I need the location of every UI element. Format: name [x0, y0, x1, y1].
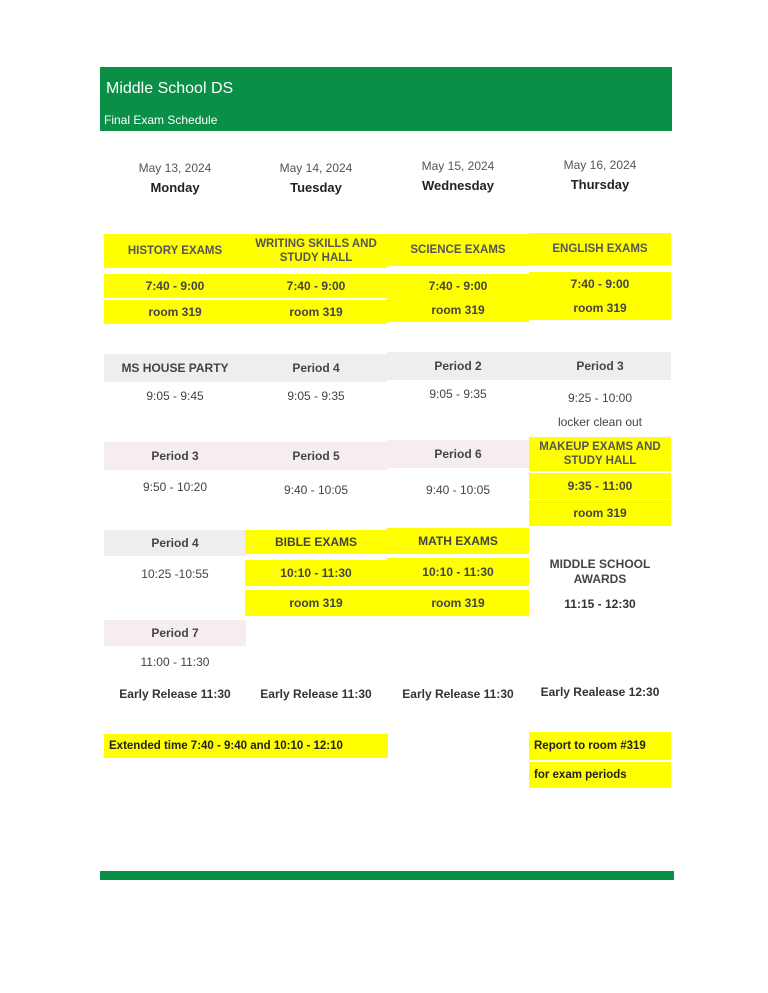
- early-release: Early Release 11:30: [402, 686, 514, 701]
- exam-room: room 319: [245, 590, 387, 616]
- footer-rule: [100, 871, 674, 880]
- exam-room: room 319: [245, 300, 387, 324]
- exam-room: room 319: [529, 500, 671, 526]
- page-title: Middle School DS: [106, 80, 234, 97]
- block-title: Period 3: [529, 352, 671, 380]
- exam-time: 10:10 - 11:30: [387, 558, 529, 586]
- block-title: Period 2: [387, 352, 529, 380]
- exam-title: ENGLISH EXAMS: [529, 233, 671, 265]
- header-banner: [100, 67, 672, 131]
- block-time: 10:25 -10:55: [141, 566, 209, 581]
- exam-time: 7:40 - 9:00: [104, 274, 246, 298]
- block-note: locker clean out: [557, 414, 643, 429]
- exam-title: MATH EXAMS: [387, 528, 529, 554]
- exam-room: room 319: [104, 300, 246, 324]
- block-title: Period 7: [104, 620, 246, 646]
- day-label: Tuesday: [290, 179, 342, 195]
- exam-title: HISTORY EXAMS: [104, 234, 246, 268]
- block-title: MS HOUSE PARTY: [104, 354, 246, 382]
- block-time: 9:05 - 9:35: [287, 388, 345, 403]
- block-time: 11:15 - 12:30: [564, 596, 636, 611]
- block-title: Period 5: [245, 442, 387, 470]
- block-time: 9:25 - 10:00: [567, 390, 633, 405]
- exam-room: room 319: [387, 590, 529, 616]
- block-time: 9:40 - 10:05: [425, 482, 491, 497]
- exam-title: BIBLE EXAMS: [245, 530, 387, 554]
- day-label: Monday: [150, 179, 200, 195]
- exam-title: WRITING SKILLS AND STUDY HALL: [245, 234, 387, 268]
- day-label: Wednesday: [421, 177, 494, 193]
- day-column-wednesday: [387, 150, 529, 710]
- early-release: Early Realease 12:30: [540, 684, 660, 699]
- day-column-tuesday: [245, 150, 387, 710]
- block-title: Period 4: [104, 530, 246, 556]
- date-label: May 13, 2024: [138, 160, 212, 175]
- block-time: 9:40 - 10:05: [283, 482, 349, 497]
- date-label: May 14, 2024: [279, 160, 353, 175]
- day-column-monday: [104, 150, 246, 710]
- exam-title: SCIENCE EXAMS: [387, 234, 529, 266]
- block-title: Period 3: [104, 442, 246, 470]
- block-title: Period 4: [245, 354, 387, 382]
- block-title: Period 6: [387, 440, 529, 468]
- block-time: 9:50 - 10:20: [142, 479, 208, 494]
- early-release: Early Release 11:30: [260, 686, 372, 701]
- day-column-thursday: [529, 150, 671, 710]
- early-release: Early Release 11:30: [119, 686, 231, 701]
- exam-room: room 319: [387, 298, 529, 322]
- exam-room: room 319: [529, 296, 671, 320]
- exam-periods-note: for exam periods: [529, 762, 671, 788]
- exam-time: 7:40 - 9:00: [245, 274, 387, 298]
- date-label: May 15, 2024: [421, 158, 495, 173]
- block-time: 11:00 - 11:30: [140, 654, 210, 669]
- date-label: May 16, 2024: [563, 157, 637, 172]
- day-label: Thursday: [570, 176, 630, 192]
- extended-time-note: Extended time 7:40 - 9:40 and 10:10 - 12:10: [104, 734, 388, 758]
- exam-time: 9:35 - 11:00: [529, 473, 671, 499]
- block-time: 9:05 - 9:35: [429, 386, 487, 401]
- block-title: MIDDLE SCHOOL AWARDS: [549, 557, 651, 586]
- exam-title: MAKEUP EXAMS AND STUDY HALL: [529, 437, 671, 471]
- report-room-note: Report to room #319: [529, 732, 671, 760]
- exam-time: 10:10 - 11:30: [245, 560, 387, 586]
- page-subtitle: Final Exam Schedule: [104, 113, 218, 127]
- exam-time: 7:40 - 9:00: [529, 272, 671, 296]
- block-time: 9:05 - 9:45: [146, 388, 204, 403]
- exam-time: 7:40 - 9:00: [387, 274, 529, 298]
